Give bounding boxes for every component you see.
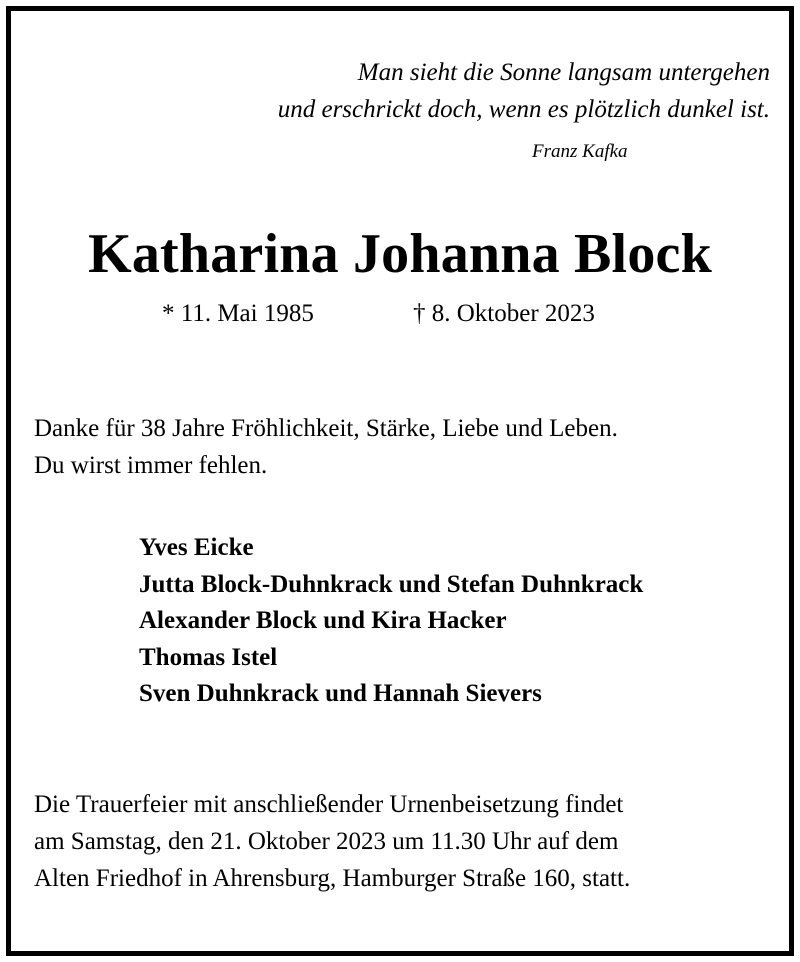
quote-line: und erschrickt doch, wenn es plötzlich dunkel ist. — [277, 96, 770, 123]
deceased-name: Katharina Johanna Block — [88, 223, 712, 285]
mourner-name: Yves Eicke — [139, 534, 254, 561]
funeral-notice — [34, 786, 630, 897]
death-date: † 8. Oktober 2023 — [413, 300, 595, 327]
mourner-name: Sven Duhnkrack und Hannah Sievers — [139, 680, 542, 707]
mourner-name: Thomas Istel — [139, 643, 278, 671]
birth-date: * 11. Mai 1985 — [162, 300, 314, 327]
message-line: Danke für 38 Jahre Fröhlichkeit, Stärke, Liebe und Leben. — [34, 415, 618, 442]
mourners-list — [139, 530, 643, 713]
funeral-line: am Samstag, den 21. Oktober 2023 um 11.30 Uhr auf dem — [34, 828, 619, 855]
funeral-line: Die Trauerfeier mit anschließender Urnenbeisetzung findet — [34, 791, 624, 818]
message-line: Du wirst immer fehlen. — [34, 452, 268, 479]
quote-author: Franz Kafka — [532, 141, 628, 162]
mourner-name: Jutta Block-Duhnkrack und Stefan Duhnkrack — [139, 570, 644, 598]
epigraph-quote — [278, 54, 770, 128]
quote-line: Man sieht die Sonne langsam untergehen — [357, 59, 770, 86]
farewell-message — [34, 410, 618, 484]
funeral-line: Alten Friedhof in Ahrensburg, Hamburger Straße 160, statt. — [34, 865, 631, 892]
mourner-name: Alexander Block und Kira Hacker — [139, 607, 507, 634]
